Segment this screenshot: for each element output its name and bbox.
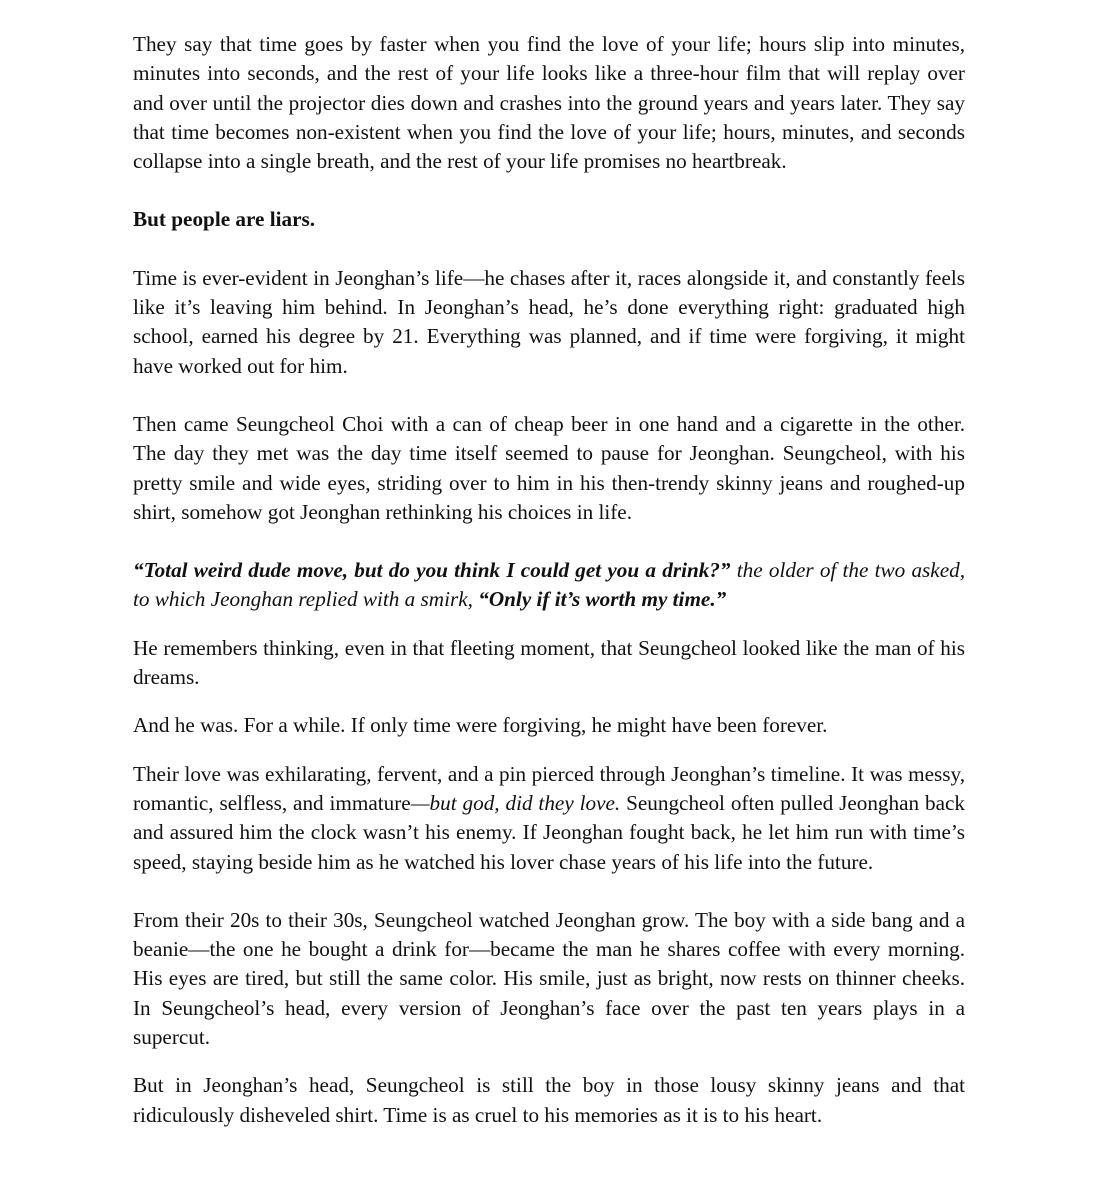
love-text-italic: —but god, did they love.	[410, 790, 621, 815]
paragraph-heading: But people are liars.	[133, 207, 316, 232]
story-text	[133, 30, 965, 1130]
paragraph-memories: But in Jeonghan’s head, Seungcheol is still the boy in those lousy skinny jeans and that ridiculously disheveled shirt. Time is as cruel to his memories as it is to his heart.	[133, 1073, 965, 1127]
love-text-start: Their love was exhilarating, fervent, and a pin pierced through Jeonghan’s timeline. It was messy, romantic, selfless, and immature	[133, 761, 965, 815]
paragraph-seungcheol-arrival: Then came Seungcheol Choi with a can of cheap beer in one hand and a cigarette in the other. The day they met was the day time itself seemed to pause for Jeonghan. Seungcheol, with his pretty smile and wide eyes, striding over to him in his then-trendy skinny jeans and roughed-up shirt, somehow got Jeonghan rethinking his choices in life.	[133, 411, 965, 524]
paragraph-growth: From their 20s to their 30s, Seungcheol watched Jeonghan grow. The boy with a side bang and a beanie—the one he bought a drink for—became the man he shares coffee with every morning. His eyes are tired, but still the same color. His smile, just as bright, now rests on thinner cheeks. In Seungcheol’s head, every version of Jeonghan’s face over the past ten years plays in a supercut.	[133, 907, 965, 1050]
paragraph-forever: And he was. For a while. If only time were forgiving, he might have been forever.	[133, 713, 828, 738]
paragraph-dialogue	[133, 556, 965, 615]
paragraph-love	[133, 760, 965, 877]
love-text-end: Seungcheol often pulled Jeonghan back and assured him the clock wasn’t his enemy. If Jeonghan fought back, he let him run with time’s speed, staying beside him as he watched his lover chase years of his life into the future.	[133, 790, 965, 874]
dialogue-quote-jeonghan: “Only if it’s worth my time.”	[478, 587, 727, 612]
paragraph-dreams: He remembers thinking, even in that fleeting moment, that Seungcheol looked like the man of his dreams.	[133, 635, 965, 690]
dialogue-narration: the older of the two asked, to which Jeonghan replied with a smirk,	[133, 558, 966, 612]
paragraph-jeonghan-time: Time is ever-evident in Jeonghan’s life—he chases after it, races alongside it, and constantly feels like it’s leaving him behind. In Jeonghan’s head, he’s done everything right: graduated high school, earned his degree by 21. Everything was planned, and if time were forgiving, it might have worked out for him.	[133, 265, 965, 378]
dialogue-quote-seungcheol: “Total weird dude move, but do you think I could get you a drink?”	[133, 558, 731, 583]
paragraph-intro: They say that time goes by faster when you find the love of your life; hours slip into minutes, minutes into seconds, and the rest of your life looks like a three-hour film that will replay over and over until the projector dies down and crashes into the ground years and years later. They say that time becomes non-existent when you find the love of your life; hours, minutes, and seconds collapse into a single breath, and the rest of your life promises no heartbreak.	[133, 32, 965, 174]
